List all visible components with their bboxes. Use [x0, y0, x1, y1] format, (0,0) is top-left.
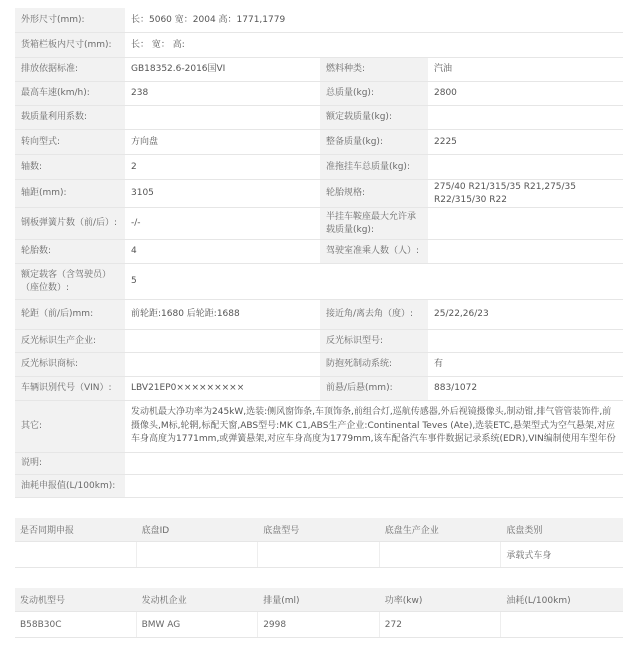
spec-row-dimensions: [15, 8, 623, 33]
label-fuel-consumption: 油耗申报值(L/100km):: [15, 475, 125, 497]
label-trailer-mass: 准拖挂车总质量(kg):: [320, 155, 428, 179]
spec-row-fuel-consumption: [15, 475, 623, 498]
engine-header-power: 功率(kw): [384, 596, 423, 606]
value-cargo-dimensions: 长： 宽： 高:: [125, 33, 623, 57]
chassis-cell-id: [137, 542, 259, 567]
label-reflector-brand: 反光标识商标:: [15, 353, 125, 376]
chassis-header-id: 底盘ID: [141, 526, 170, 536]
spec-row-emission: [15, 58, 623, 82]
label-vin: 车辆识别代号（VIN）:: [15, 377, 125, 400]
spec-row-reflector-brand: [15, 353, 623, 377]
value-axles: 2: [125, 155, 320, 179]
label-fuel-type: 燃料种类:: [320, 58, 428, 81]
chassis-header-concurrent: 是否同期申报: [20, 526, 75, 536]
value-other: 发动机最大净功率为245kW,选装:侧风窗饰条,车顶饰条,前组合灯,巡航传感器,外后视镜摄像头,制动钳,排气管管装饰件,前摄像头,M标,轮辋,标配天窗,ABS型号:MK C1,ABS生产企业:Continental Teves (Ate),选装ETC,悬架型式为空气悬架,对应车身高度为1771mm,或弹簧悬架,对应车身高度为1779mm,该车配备汽车事件数据记录系统(EDR),VIN编制使用车型年份: [125, 401, 623, 452]
label-leaf-springs: 钢板弹簧片数（前/后）:: [15, 208, 125, 239]
label-wheelbase: 轴距(mm):: [15, 180, 125, 207]
chassis-header-maker: 底盘生产企业: [384, 526, 439, 536]
engine-cell-fuel: [501, 612, 623, 637]
label-approach-departure: 接近角/离去角（度）:: [320, 300, 428, 329]
value-approach-departure: 25/22,26/23: [428, 300, 623, 329]
engine-cell-model: B58B30C: [15, 612, 137, 637]
value-total-mass: 2800: [428, 82, 623, 105]
label-dimensions: 外形尺寸(mm):: [15, 8, 125, 32]
engine-cell-displacement: 2998: [258, 612, 380, 637]
label-abs: 防抱死制动系统:: [320, 353, 428, 376]
value-vin: LBV21EP0×××××××××: [125, 377, 320, 400]
value-cab-occupants: [428, 240, 623, 263]
engine-table: [15, 588, 623, 638]
value-overhang: 883/1072: [428, 377, 623, 400]
spec-row-reflector-maker: [15, 330, 623, 353]
spec-row-steering: [15, 130, 623, 155]
value-dimensions: 长：5060 宽：2004 高：1771,1779: [125, 8, 623, 32]
label-track: 轮距（前/后)mm:: [15, 300, 125, 329]
value-fuel-consumption: [125, 475, 623, 497]
value-leaf-springs: -/-: [125, 208, 320, 239]
value-note: [125, 453, 623, 474]
value-abs: 有: [428, 353, 623, 376]
chassis-cell-type: 承载式车身: [506, 551, 552, 561]
label-other: 其它:: [15, 401, 125, 452]
value-max-speed: 238: [125, 82, 320, 105]
spec-row-note: [15, 453, 623, 475]
label-max-speed: 最高车速(km/h):: [15, 82, 125, 105]
chassis-cell-maker: [380, 542, 502, 567]
label-curb-mass: 整备质量(kg):: [320, 130, 428, 154]
value-steering: 方向盘: [125, 130, 320, 154]
engine-header-model: 发动机型号: [20, 596, 66, 606]
value-emission-standard: GB18352.6-2016国VI: [125, 58, 320, 81]
label-cargo-dimensions: 货箱栏板内尺寸(mm):: [15, 33, 125, 57]
spec-row-tire-count: [15, 240, 623, 264]
vehicle-spec-table: [15, 8, 623, 498]
value-trailer-mass: [428, 155, 623, 179]
engine-table-row: [15, 612, 623, 638]
value-curb-mass: 2225: [428, 130, 623, 154]
value-saddle-load: [428, 208, 623, 239]
value-seating: 5: [125, 264, 623, 299]
value-rated-load: [428, 106, 623, 129]
spec-row-cargo-dimensions: [15, 33, 623, 58]
engine-header-displacement: 排量(ml): [263, 596, 300, 606]
label-reflector-maker: 反光标识生产企业:: [15, 330, 125, 352]
value-reflector-brand: [125, 353, 320, 376]
value-reflector-model: [428, 330, 623, 352]
spec-row-max-speed: [15, 82, 623, 106]
engine-cell-power: 272: [380, 612, 502, 637]
label-reflector-model: 反光标识型号:: [320, 330, 428, 352]
spec-row-track: [15, 300, 623, 330]
label-saddle-load: 半挂车鞍座最大允许承载质量(kg):: [320, 208, 428, 239]
spec-row-seating: [15, 264, 623, 300]
engine-table-header: [15, 588, 623, 612]
spec-row-other: [15, 401, 623, 453]
spec-row-vin: [15, 377, 623, 401]
value-fuel-type: 汽油: [428, 58, 623, 81]
label-overhang: 前悬/后悬(mm):: [320, 377, 428, 400]
label-cab-occupants: 驾驶室准乘人数（人）:: [320, 240, 428, 263]
label-emission-standard: 排放依据标准:: [15, 58, 125, 81]
label-rated-load: 额定载质量(kg):: [320, 106, 428, 129]
label-axles: 轴数:: [15, 155, 125, 179]
label-steering: 转向型式:: [15, 130, 125, 154]
label-total-mass: 总质量(kg):: [320, 82, 428, 105]
chassis-table-header: [15, 518, 623, 542]
label-seating: 额定载客（含驾驶员）（座位数）:: [15, 264, 125, 299]
engine-header-maker: 发动机企业: [141, 596, 187, 606]
label-note: 说明:: [15, 453, 125, 474]
value-wheelbase: 3105: [125, 180, 320, 207]
label-tire-count: 轮胎数:: [15, 240, 125, 263]
chassis-table: [15, 518, 623, 568]
chassis-table-row: [15, 542, 623, 568]
value-tire-count: 4: [125, 240, 320, 263]
spec-row-wheelbase: [15, 180, 623, 208]
engine-cell-maker: BMW AG: [137, 612, 259, 637]
chassis-cell-model: [258, 542, 380, 567]
value-tire-spec: 275/40 R21/315/35 R21,275/35 R22/315/30 R22: [428, 180, 623, 207]
label-tire-spec: 轮胎规格:: [320, 180, 428, 207]
spec-row-load-factor: [15, 106, 623, 130]
label-load-factor: 载质量利用系数:: [15, 106, 125, 129]
value-reflector-maker: [125, 330, 320, 352]
spec-row-axles: [15, 155, 623, 180]
chassis-header-model: 底盘型号: [263, 526, 300, 536]
value-load-factor: [125, 106, 320, 129]
chassis-cell-concurrent: [15, 542, 137, 567]
spec-row-leaf-springs: [15, 208, 623, 240]
chassis-header-type: 底盘类别: [506, 526, 543, 536]
engine-header-fuel: 油耗(L/100km): [506, 596, 571, 606]
value-track: 前轮距:1680 后轮距:1688: [125, 300, 320, 329]
